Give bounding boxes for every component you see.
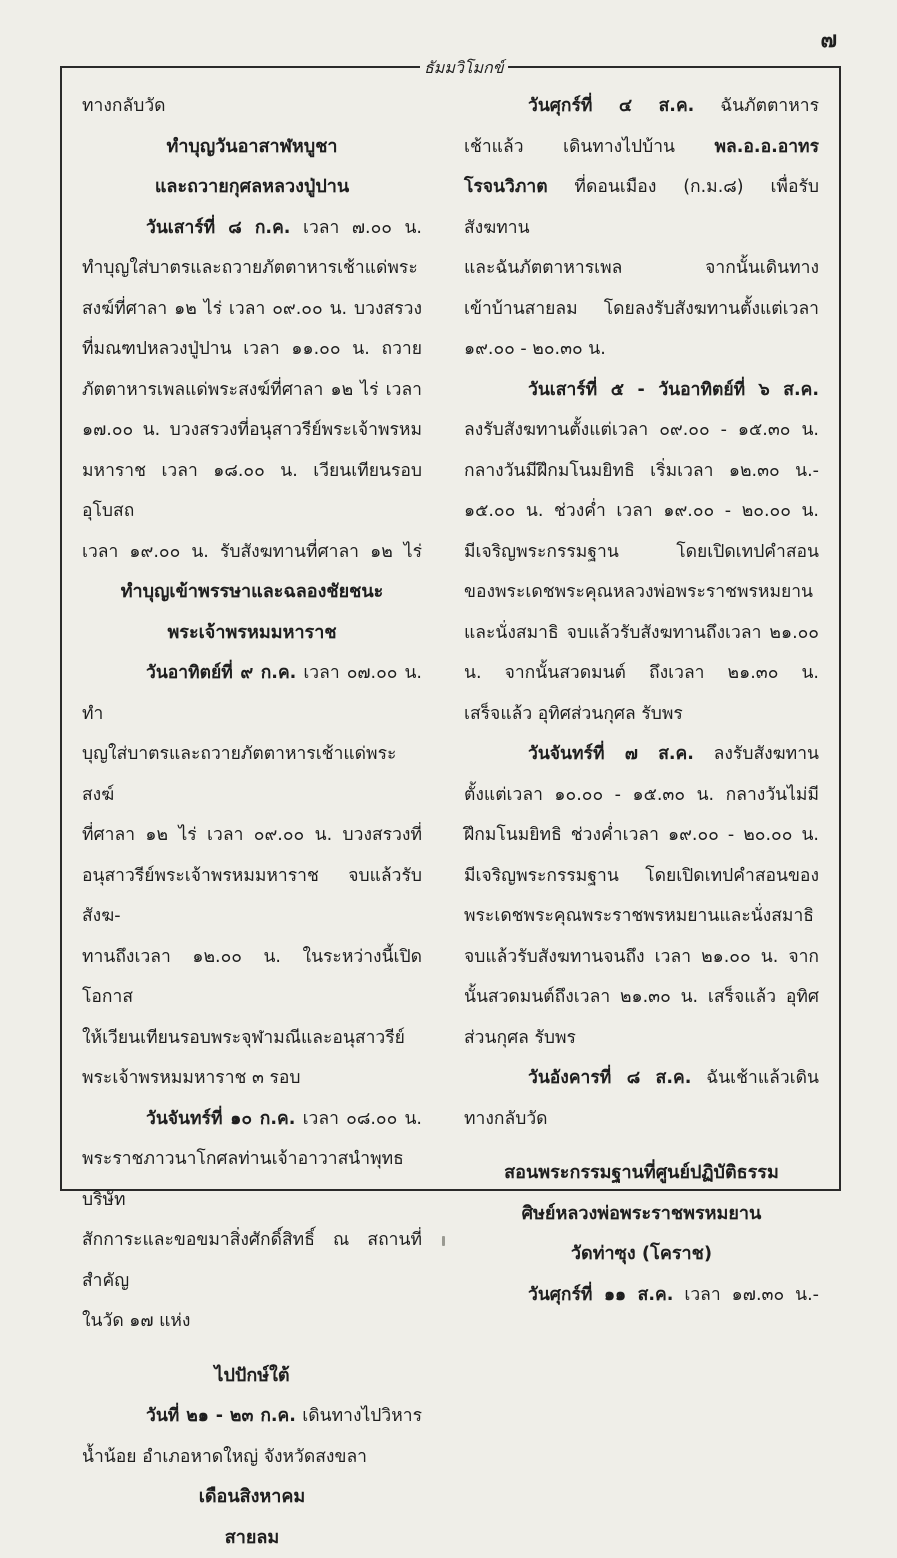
text-line: เข้าบ้านสายลม โดยลงรับสังฆทานตั้งแต่เวลา [464, 289, 819, 330]
text-line [82, 208, 422, 249]
section-heading: วัดท่าซุง (โคราช) [464, 1234, 819, 1275]
text-line: และนั่งสมาธิ จบแล้วรับสังฆทานถึงเวลา ๒๑.๐๐ [464, 613, 819, 654]
section-heading: ไปปักษ์ใต้ [82, 1356, 422, 1397]
page-number: ๗ [820, 22, 837, 57]
text-fragment: เวลา ๗.๐๐ น. [290, 218, 422, 238]
text-line: ที่มณฑปหลวงปู่ปาน เวลา ๑๑.๐๐ น. ถวาย [82, 329, 422, 370]
text-line: อนุสาวรีย์พระเจ้าพรหมมหาราช จบแล้วรับสังฆ- [82, 856, 422, 937]
text-line: น. จากนั้นสวดมนต์ ถึงเวลา ๒๑.๓๐ น. [464, 653, 819, 694]
text-fragment: ฉันเช้าแล้วเดิน [691, 1068, 819, 1088]
text-line [82, 1396, 422, 1437]
text-fragment: เวลา ๐๘.๐๐ น. [295, 1109, 422, 1129]
text-line [464, 1275, 819, 1316]
text-line: สงฆ์ที่ศาลา ๑๒ ไร่ เวลา ๐๙.๐๐ น. บวงสรวง [82, 289, 422, 330]
section-heading: สายลม [82, 1518, 422, 1558]
text-line: มหาราช เวลา ๑๘.๐๐ น. เวียนเทียนรอบอุโบสถ [82, 451, 422, 532]
date-label: วันอาทิตย์ที่ ๙ ก.ค. [146, 663, 296, 683]
text-line: ในวัด ๑๗ แห่ง [82, 1301, 422, 1342]
text-line: บุญใส่บาตรและถวายภัตตาหารเช้าแด่พระสงฆ์ [82, 734, 422, 815]
section-heading: ทำบุญเข้าพรรษาและฉลองชัยชนะ [82, 572, 422, 613]
text-line: และฉันภัตตาหารเพล จากนั้นเดินทาง [464, 248, 819, 289]
text-line: ทางกลับวัด [464, 1099, 819, 1140]
running-header: ธัมมวิโมกข์ [420, 56, 508, 81]
text-line: นั้นสวดมนต์ถึงเวลา ๒๑.๓๐ น. เสร็จแล้ว อุทิศ [464, 977, 819, 1018]
text-fragment: เช้าแล้ว เดินทางไปบ้าน [464, 137, 715, 157]
text-line [464, 370, 819, 411]
text-line: พระเจ้าพรหมมหาราช ๓ รอบ [82, 1058, 422, 1099]
section-heading: ทำบุญวันอาสาฬหบูชา [82, 127, 422, 168]
text-line: ๑๕.๐๐ น. ช่วงค่ำ เวลา ๑๙.๐๐ - ๒๐.๐๐ น. [464, 491, 819, 532]
text-line: มีเจริญพระกรรมฐาน โดยเปิดเทปคำสอน [464, 532, 819, 573]
text-line [464, 1058, 819, 1099]
text-fragment: ที่ดอนเมือง (ก.ม.๘) เพื่อรับสังฆทาน [464, 177, 819, 238]
text-line: ที่ศาลา ๑๒ ไร่ เวลา ๐๙.๐๐ น. บวงสรวงที่ [82, 815, 422, 856]
date-label: วันจันทร์ที่ ๗ ส.ค. [528, 744, 694, 764]
text-fragment: เดินทางไปวิหาร [296, 1406, 422, 1426]
section-heading: เดือนสิงหาคม [82, 1477, 422, 1518]
text-line [464, 86, 819, 127]
text-fragment: ลงรับสังฆทาน [694, 744, 819, 764]
text-line: ส่วนกุศล รับพร [464, 1018, 819, 1059]
text-line: ให้เวียนเทียนรอบพระจุฬามณีและอนุสาวรีย์ [82, 1018, 422, 1059]
text-line: ฝึกมโนมยิทธิ ช่วงค่ำเวลา ๑๙.๐๐ - ๒๐.๐๐ น. [464, 815, 819, 856]
text-line [82, 1099, 422, 1140]
text-line: ตั้งแต่เวลา ๑๐.๐๐ - ๑๕.๓๐ น. กลางวันไม่มี [464, 775, 819, 816]
section-heading: ศิษย์หลวงพ่อพระราชพรหมยาน [464, 1194, 819, 1235]
text-line: ๑๙.๐๐ - ๒๐.๓๐ น. [464, 329, 819, 370]
text-line: ของพระเดชพระคุณหลวงพ่อพระราชพรหมยาน [464, 572, 819, 613]
left-column [82, 86, 422, 1558]
text-line [464, 127, 819, 168]
section-heading: และถวายกุศลหลวงปู่ปาน [82, 167, 422, 208]
text-line [464, 734, 819, 775]
date-label: วันเสาร์ที่ ๘ ก.ค. [146, 218, 290, 238]
text-line: กลางวันมีฝึกมโนมยิทธิ เริ่มเวลา ๑๒.๓๐ น.- [464, 451, 819, 492]
text-fragment: เวลา ๐๗.๐๐ น. ทำ [82, 663, 422, 724]
date-label: วันศุกร์ที่ ๑๑ ส.ค. [528, 1285, 673, 1305]
text-line: มีเจริญพระกรรมฐาน โดยเปิดเทปคำสอนของ [464, 856, 819, 897]
text-line: เสร็จแล้ว อุทิศส่วนกุศล รับพร [464, 694, 819, 735]
text-line: จบแล้วรับสังฆทานจนถึง เวลา ๒๑.๐๐ น. จาก [464, 937, 819, 978]
text-line: ทานถึงเวลา ๑๒.๐๐ น. ในระหว่างนี้เปิดโอกาส [82, 937, 422, 1018]
text-line [464, 167, 819, 248]
text-line: พระเดชพระคุณพระราชพรหมยานและนั่งสมาธิ [464, 896, 819, 937]
date-label: วันอังคารที่ ๘ ส.ค. [528, 1068, 691, 1088]
binding-mark [442, 1236, 445, 1246]
person-name: โรจนวิภาต [464, 177, 548, 197]
text-line: เวลา ๑๙.๐๐ น. รับสังฆทานที่ศาลา ๑๒ ไร่ [82, 532, 422, 573]
person-name: พล.อ.อ.อาทร [715, 137, 820, 157]
date-label: วันศุกร์ที่ ๔ ส.ค. [528, 96, 694, 116]
date-label: วันจันทร์ที่ ๑๐ ก.ค. [146, 1109, 295, 1129]
date-label: วันที่ ๒๑ - ๒๓ ก.ค. [146, 1406, 296, 1426]
text-line: สักการะและขอขมาสิ่งศักดิ์สิทธิ์ ณ สถานที่สำคัญ [82, 1220, 422, 1301]
section-heading: สอนพระกรรมฐานที่ศูนย์ปฏิบัติธรรม [464, 1153, 819, 1194]
text-line: ลงรับสังฆทานตั้งแต่เวลา ๐๙.๐๐ - ๑๕.๓๐ น. [464, 410, 819, 451]
text-line: พระราชภาวนาโกศลท่านเจ้าอาวาสนำพุทธบริษัท [82, 1139, 422, 1220]
text-fragment: ฉันภัตตาหาร [694, 96, 819, 116]
date-label: วันเสาร์ที่ ๕ - วันอาทิตย์ที่ ๖ ส.ค. [528, 380, 819, 400]
text-line: ทางกลับวัด [82, 86, 422, 127]
text-line [82, 653, 422, 734]
right-column [464, 86, 819, 1315]
text-line: ทำบุญใส่บาตรและถวายภัตตาหารเช้าแด่พระ [82, 248, 422, 289]
text-line: ๑๗.๐๐ น. บวงสรวงที่อนุสาวรีย์พระเจ้าพรหม [82, 410, 422, 451]
text-fragment: เวลา ๑๗.๓๐ น.- [673, 1285, 819, 1305]
text-line: น้ำน้อย อำเภอหาดใหญ่ จังหวัดสงขลา [82, 1437, 422, 1478]
text-line: ภัตตาหารเพลแด่พระสงฆ์ที่ศาลา ๑๒ ไร่ เวลา [82, 370, 422, 411]
section-heading: พระเจ้าพรหมมหาราช [82, 613, 422, 654]
